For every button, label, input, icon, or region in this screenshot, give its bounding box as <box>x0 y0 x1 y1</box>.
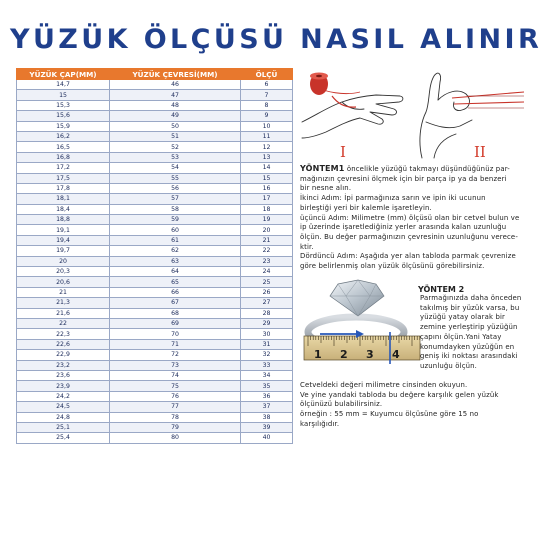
cell-circumference: 55 <box>110 173 241 183</box>
cell-diameter: 24,5 <box>17 402 110 412</box>
table-row <box>17 246 293 256</box>
method-2-line: yüzüğü yatay olarak bir <box>420 313 506 322</box>
cell-size: 11 <box>241 131 293 141</box>
method-2-line: çapını ölçün.Yani Yatay <box>420 332 502 341</box>
cell-circumference: 51 <box>110 131 241 141</box>
method-2-text <box>420 294 550 372</box>
method-1-line: Dördüncü Adım: Aşağıda yer alan tabloda parmak çevrenize <box>300 252 516 261</box>
table-row <box>17 183 293 193</box>
table-row <box>17 350 293 360</box>
table-row <box>17 433 293 443</box>
cell-circumference: 57 <box>110 194 241 204</box>
cell-size: 40 <box>241 433 293 443</box>
table-row <box>17 412 293 422</box>
cell-circumference: 64 <box>110 267 241 277</box>
cell-size: 16 <box>241 183 293 193</box>
cell-diameter: 22,9 <box>17 350 110 360</box>
method-2-line: konumdayken yüzüğün en <box>420 342 515 351</box>
cell-diameter: 21 <box>17 287 110 297</box>
method-1-line: göre belirlenmiş olan yüzük ölçüsünü görebilirsiniz. <box>300 262 485 271</box>
cell-circumference: 54 <box>110 163 241 173</box>
cell-diameter: 15,6 <box>17 111 110 121</box>
table-body <box>17 80 293 444</box>
footer-text <box>300 381 550 430</box>
figure-ring-ruler <box>300 276 422 376</box>
cell-circumference: 60 <box>110 225 241 235</box>
method-2-line: uzunluğu ölçün. <box>420 361 478 370</box>
method-1-line: birleştiği yeri bir kalemle işaretleyin. <box>300 203 432 212</box>
table-row <box>17 287 293 297</box>
footer-line: Ve yine yandaki tabloda bu değere karşılık gelen yüzük <box>300 390 499 399</box>
table-row <box>17 142 293 152</box>
cell-size: 26 <box>241 287 293 297</box>
cell-diameter: 19,1 <box>17 225 110 235</box>
table-row <box>17 422 293 432</box>
cell-diameter: 20,3 <box>17 267 110 277</box>
cell-size: 37 <box>241 402 293 412</box>
cell-circumference: 53 <box>110 152 241 162</box>
table-row <box>17 121 293 131</box>
method-1-line: mağınızın çevresini ölçmek için bir parça ip ya da benzeri <box>300 174 507 183</box>
cell-diameter: 25,4 <box>17 433 110 443</box>
table-header-row <box>17 69 293 80</box>
cell-size: 22 <box>241 246 293 256</box>
figure-2-label: II <box>474 143 486 161</box>
method-1-line: ölçün. Bu değer parmağınızın çevresinin uzunluğunu verece- <box>300 232 518 241</box>
table-row <box>17 298 293 308</box>
cell-circumference: 73 <box>110 360 241 370</box>
cell-diameter: 21,6 <box>17 308 110 318</box>
method-1-line: öncelikle yüzüğü takmayı düşündüğünüz par- <box>344 165 510 173</box>
cell-size: 17 <box>241 194 293 204</box>
cell-size: 23 <box>241 256 293 266</box>
method-1-heading: YÖNTEM1 <box>300 164 345 173</box>
table-row <box>17 329 293 339</box>
ruler-number-2: 2 <box>340 348 348 361</box>
cell-size: 27 <box>241 298 293 308</box>
method-2-line: geniş iki noktası arasındaki <box>420 352 518 361</box>
cell-diameter: 16,2 <box>17 131 110 141</box>
cell-size: 13 <box>241 152 293 162</box>
cell-diameter: 23,2 <box>17 360 110 370</box>
footer-line: örneğin : 55 mm = Kuyumcu ölçüsüne göre 15 no <box>300 410 479 419</box>
table-row <box>17 100 293 110</box>
cell-diameter: 18,8 <box>17 215 110 225</box>
cell-circumference: 69 <box>110 318 241 328</box>
cell-size: 21 <box>241 235 293 245</box>
method-1-text <box>300 164 550 272</box>
method-2-line: Parmağınızda daha önceden <box>420 294 522 302</box>
table-row <box>17 267 293 277</box>
cell-circumference: 80 <box>110 433 241 443</box>
cell-circumference: 68 <box>110 308 241 318</box>
ruler-number-4: 4 <box>392 348 400 361</box>
cell-circumference: 58 <box>110 204 241 214</box>
table-row <box>17 308 293 318</box>
cell-circumference: 72 <box>110 350 241 360</box>
table-row <box>17 381 293 391</box>
cell-circumference: 47 <box>110 90 241 100</box>
table-row <box>17 225 293 235</box>
table-row <box>17 370 293 380</box>
table-row <box>17 163 293 173</box>
cell-size: 29 <box>241 318 293 328</box>
ruler-number-1: 1 <box>314 348 322 361</box>
cell-diameter: 17,2 <box>17 163 110 173</box>
method-2-heading: YÖNTEM 2 <box>418 285 465 294</box>
table-row <box>17 318 293 328</box>
cell-circumference: 79 <box>110 422 241 432</box>
cell-diameter: 22,3 <box>17 329 110 339</box>
figure-1-hand-string <box>298 62 410 160</box>
cell-size: 9 <box>241 111 293 121</box>
method-1-line: ktir. <box>300 242 314 251</box>
cell-circumference: 46 <box>110 80 241 90</box>
cell-diameter: 15,3 <box>17 100 110 110</box>
cell-size: 30 <box>241 329 293 339</box>
table-row <box>17 204 293 214</box>
table-row <box>17 277 293 287</box>
cell-size: 31 <box>241 339 293 349</box>
column-header-circumference: YÜZÜK ÇEVRESİ(MM) <box>110 69 241 80</box>
cell-diameter: 20,6 <box>17 277 110 287</box>
ruler-number-3: 3 <box>366 348 374 361</box>
cell-diameter: 19,4 <box>17 235 110 245</box>
cell-diameter: 15,9 <box>17 121 110 131</box>
table-row <box>17 391 293 401</box>
cell-circumference: 75 <box>110 381 241 391</box>
cell-diameter: 17,5 <box>17 173 110 183</box>
cell-circumference: 74 <box>110 370 241 380</box>
cell-size: 28 <box>241 308 293 318</box>
cell-circumference: 66 <box>110 287 241 297</box>
cell-size: 15 <box>241 173 293 183</box>
cell-circumference: 63 <box>110 256 241 266</box>
cell-circumference: 56 <box>110 183 241 193</box>
ring-size-table <box>16 68 293 444</box>
cell-diameter: 25,1 <box>17 422 110 432</box>
table-row <box>17 360 293 370</box>
footer-line: Cetveldeki değeri milimetre cinsinden okuyun. <box>300 381 468 389</box>
cell-circumference: 61 <box>110 235 241 245</box>
cell-size: 14 <box>241 163 293 173</box>
cell-diameter: 15 <box>17 90 110 100</box>
method-1-line: üçüncü Adım: Milimetre (mm) ölçüsü olan bir cetvel bulun ve <box>300 213 520 222</box>
table-row <box>17 194 293 204</box>
cell-circumference: 76 <box>110 391 241 401</box>
cell-circumference: 70 <box>110 329 241 339</box>
column-header-diameter: YÜZÜK ÇAP(MM) <box>17 69 110 80</box>
method-1-line: bir nesne alın. <box>300 184 352 193</box>
cell-size: 8 <box>241 100 293 110</box>
cell-diameter: 24,8 <box>17 412 110 422</box>
method-1-line: ip üzerinde işaretlediğiniz yerler arasında kalan uzunluğu <box>300 223 507 232</box>
cell-circumference: 65 <box>110 277 241 287</box>
cell-diameter: 23,6 <box>17 370 110 380</box>
cell-size: 24 <box>241 267 293 277</box>
cell-size: 12 <box>241 142 293 152</box>
table-row <box>17 402 293 412</box>
table-row <box>17 256 293 266</box>
cell-size: 35 <box>241 381 293 391</box>
cell-diameter: 23,9 <box>17 381 110 391</box>
cell-diameter: 22 <box>17 318 110 328</box>
table-row <box>17 80 293 90</box>
cell-diameter: 24,2 <box>17 391 110 401</box>
page-title: YÜZÜK ÖLÇÜSÜ NASIL ALINIR <box>10 24 543 55</box>
cell-diameter: 16,5 <box>17 142 110 152</box>
cell-size: 25 <box>241 277 293 287</box>
cell-size: 19 <box>241 215 293 225</box>
cell-diameter: 18,1 <box>17 194 110 204</box>
cell-diameter: 14,7 <box>17 80 110 90</box>
cell-circumference: 48 <box>110 100 241 110</box>
cell-diameter: 20 <box>17 256 110 266</box>
cell-size: 34 <box>241 370 293 380</box>
cell-diameter: 22,6 <box>17 339 110 349</box>
cell-size: 39 <box>241 422 293 432</box>
figure-2-hand-ruler <box>412 62 530 160</box>
table-row <box>17 90 293 100</box>
cell-circumference: 50 <box>110 121 241 131</box>
cell-size: 7 <box>241 90 293 100</box>
table-row <box>17 173 293 183</box>
cell-diameter: 17,8 <box>17 183 110 193</box>
cell-size: 6 <box>241 80 293 90</box>
cell-size: 38 <box>241 412 293 422</box>
cell-circumference: 59 <box>110 215 241 225</box>
column-header-size: ÖLÇÜ <box>241 69 293 80</box>
table-row <box>17 111 293 121</box>
cell-circumference: 67 <box>110 298 241 308</box>
cell-diameter: 16,8 <box>17 152 110 162</box>
cell-circumference: 49 <box>110 111 241 121</box>
cell-circumference: 78 <box>110 412 241 422</box>
footer-line: ölçünüzü bulabilirsiniz. <box>300 400 383 409</box>
cell-size: 33 <box>241 360 293 370</box>
table-row <box>17 215 293 225</box>
method-1-line: İkinci Adım: İpi parmağınıza sarın ve ipin iki ucunun <box>300 194 486 203</box>
cell-size: 18 <box>241 204 293 214</box>
table-row <box>17 235 293 245</box>
cell-circumference: 52 <box>110 142 241 152</box>
cell-circumference: 62 <box>110 246 241 256</box>
cell-diameter: 21,3 <box>17 298 110 308</box>
cell-diameter: 19,7 <box>17 246 110 256</box>
cell-size: 32 <box>241 350 293 360</box>
cell-diameter: 18,4 <box>17 204 110 214</box>
method-2-line: takılmış bir yüzük varsa, bu <box>420 303 520 312</box>
table-row <box>17 339 293 349</box>
cell-size: 10 <box>241 121 293 131</box>
figure-1-label: I <box>340 143 346 161</box>
table-row <box>17 131 293 141</box>
method-1-first-line <box>300 164 550 175</box>
cell-size: 36 <box>241 391 293 401</box>
footer-line: karşılığıdır. <box>300 419 340 428</box>
cell-circumference: 77 <box>110 402 241 412</box>
method-2-line: zemine yerleştirip yüzüğün <box>420 323 518 332</box>
cell-size: 20 <box>241 225 293 235</box>
table-row <box>17 152 293 162</box>
cell-circumference: 71 <box>110 339 241 349</box>
